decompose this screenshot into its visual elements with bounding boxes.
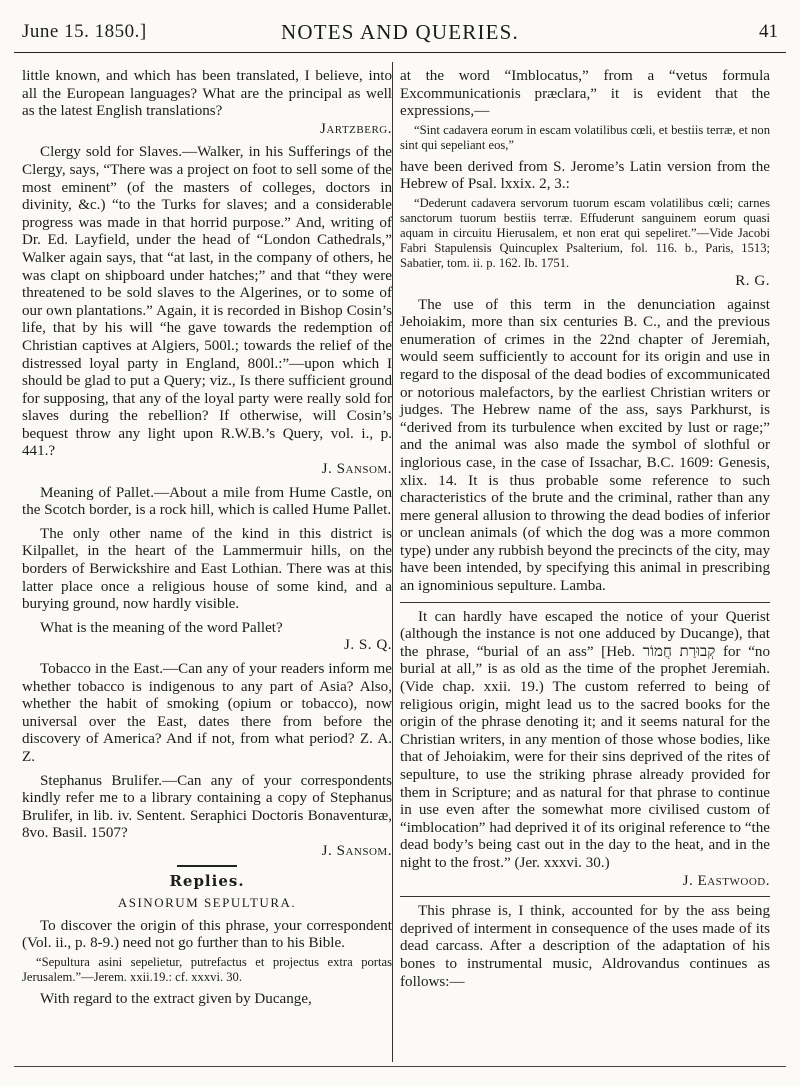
- paragraph: have been derived from S. Jerome’s Latin version from the Hebrew of Psal. lxxix. 2, 3.:: [400, 158, 770, 193]
- section-subtitle: ASINORUM SEPULTURA.: [117, 895, 297, 911]
- paragraph: at the word “Imblocatus,” from a “vetus formula Excommunicationis præclara,” it is evident that the expressions,—: [400, 68, 770, 120]
- block-quote: “Dederunt cadavera servorum tuorum escam volatilibus cœli; carnes sanctorum tuorum bestiis terræ. Effuderunt sanguinem eorum quasi aquam in circuitu Hierusalem, et non erat qui sepeliret.”—Vide Jacobi Fabri Stapulensis Quincuplex Psalterium, fol. 116. b., Paris, 1513; Sabatier, tom. ii. p. 162. Ib. 1751.: [400, 195, 770, 270]
- journal-title: NOTES AND QUERIES.: [280, 20, 520, 44]
- paragraph: What is the meaning of the word Pallet?: [40, 619, 283, 636]
- page-bottom-rule: [14, 1066, 786, 1067]
- paragraph: Meaning of Pallet.—About a mile from Hume Castle, on the Scotch border, is a rock hill, which is called Hume Pallet.: [22, 484, 392, 519]
- ornament-rule: [177, 865, 237, 867]
- paragraph: With regard to the extract given by Ducange,: [40, 990, 312, 1007]
- paragraph: Tobacco in the East.—Can any of your readers inform me whether tobacco is indigenous to any part of Asia? Also, whether the habit of smoking (opium or tobacco), now universal over the East, dates there from before the discovery of America? And if not, from what period? Z. A. Z.: [22, 661, 392, 765]
- paragraph: To discover the origin of this phrase, your correspondent (Vol. ii., p. 8-9.) need not go further than to his Bible.: [22, 917, 392, 952]
- signature: J. Sansom.: [321, 842, 392, 859]
- signature: R. G.: [735, 272, 770, 289]
- page-number: 41: [759, 21, 778, 42]
- page-header: [14, 14, 786, 53]
- paragraph: The only other name of the kind in this district is Kilpallet, in the heart of the Lammermuir hills, on the borders of Berwickshire and East Lothian. There was at this latter place once a religious house of some kind, and a burying ground, now hardly visible.: [22, 525, 392, 613]
- paragraph: The use of this term in the denunciation against Jehoiakim, more than six centuries B. C., and the previous enumeration of crimes in the 22nd chapter of Jeremiah, would seem sufficiently to account for its origin and use in regard to the disposal of the dead bodies of excommunicated or notorious malefactors, by the earliest Christian writers or judges. The Hebrew name of the ass, says Parkhurst, is “derived from its turbulence when excited by lust or rage;” and the animal was also made the symbol of slothful or inglorious case, in the case of Issachar, B.C. 1609: Genesis, xlix. 14. It is thus probable some reference to such characteristics of the brute and the criminal, rather than any mere general allusion to throwing the dead bodies of inferior or unclean animals (of which the dog was a more common type) under any rubbish beyond the precincts of the city, may have been intended, by specifying this animal in prescribing an ignominious sepulture. Lamba.: [400, 296, 770, 595]
- issue-date: June 15. 1850.]: [22, 21, 147, 42]
- column-divider: [392, 62, 393, 1062]
- block-quote: “Sint cadavera eorum in escam volatilibus cœli, et bestiis terræ, et non sint qui sepeliant eos,”: [400, 122, 770, 152]
- paragraph: This phrase is, I think, accounted for by the ass being deprived of interment in consequence of the uses made of its dead carcass. After a description of the adaptation of his bones to instrumental music, Aldrovandus continues as follows:—: [400, 903, 770, 990]
- paragraph: Clergy sold for Slaves.—Walker, in his Sufferings of the Clergy, says, “There was a project on foot to sell some of the most eminent” (of the masters of colleges, doctors in divinity, &c.) “to the Turks for slaves; and a considerable progress was made in that horrid purpose.” And, writing of Dr. Ed. Layfield, under the head of “London Cathedrals,” Walker again says, that “at last, in the company of others, he was clapt on shipboard under hatches;” and that “they were threatened to be sold slaves to the Algerines, or to some of our own plantations.” Again, it is recorded in Bishop Cosin’s life, that by his will “he gave towards the redemption of Christian captives at Algiers, 500l.; towards the relief of the distressed loyal party in England, 800l.:”—upon which I should be glad to put a Query; viz., Is there sufficient ground for supposing, that any of the loyal party were really sold for slaves during the rebellion? If otherwise, will Cosin’s bequest throw any light upon R.W.B.’s Query, vol. i., p. 441.?: [22, 144, 392, 460]
- signature: J. S. Q.: [343, 637, 392, 654]
- replies-section-heading: [22, 865, 392, 912]
- left-column: [22, 62, 392, 1009]
- right-column: [400, 62, 770, 991]
- paragraph: Stephanus Brulifer.—Can any of your correspondents kindly refer me to a library containing a copy of Stephanus Brulifer, in lib. iv. Sentent. Seraphici Doctoris Bonaventuræ, 8vo. Basil. 1507?: [22, 772, 392, 842]
- section-title: Replies.: [169, 871, 245, 890]
- block-quote: “Sepultura asini sepelietur, putrefactus et projectus extra portas Jerusalem.”—Jerem. xxii.19.: cf. xxxvi. 30.: [22, 954, 392, 984]
- section-separator: [400, 896, 770, 897]
- section-separator: [400, 602, 770, 603]
- paragraph: It can hardly have escaped the notice of your Querist (although the instance is not one adduced by Ducange), that the phrase, “burial of an ass” [Heb. קְבוּרַת חֲמוֹר for “no burial at all,” is as old as the time of the prophet Jeremiah. (Vide chap. xxii. 19.) The custom referred to being of religious origin, might lead us to the sacred books for the origin of the phrase denoting it; and it seems natural for the Christian writers, in any mention of those whose bodies, like that of Jehoiakim, were for their sins deprived of the rites of sepulture, to use the striking phrase already provided for them in Scripture; and as natural for that phrase to continue in use even after the somewhat more civilised custom of “imblocation” had deprived it of its original reference to “the dead body’s being cast out in the day to the heat, and in the night to the frost.” (Jer. xxxvi. 30.): [400, 608, 770, 871]
- signature: Jartzberg.: [319, 120, 392, 137]
- newspaper-page: [14, 14, 786, 1074]
- signature: J. Sansom.: [321, 461, 392, 478]
- signature: J. Eastwood.: [682, 872, 770, 889]
- paragraph: little known, and which has been translated, I believe, into all the European languages? What are the principal as well as the latest English translations?: [22, 68, 392, 120]
